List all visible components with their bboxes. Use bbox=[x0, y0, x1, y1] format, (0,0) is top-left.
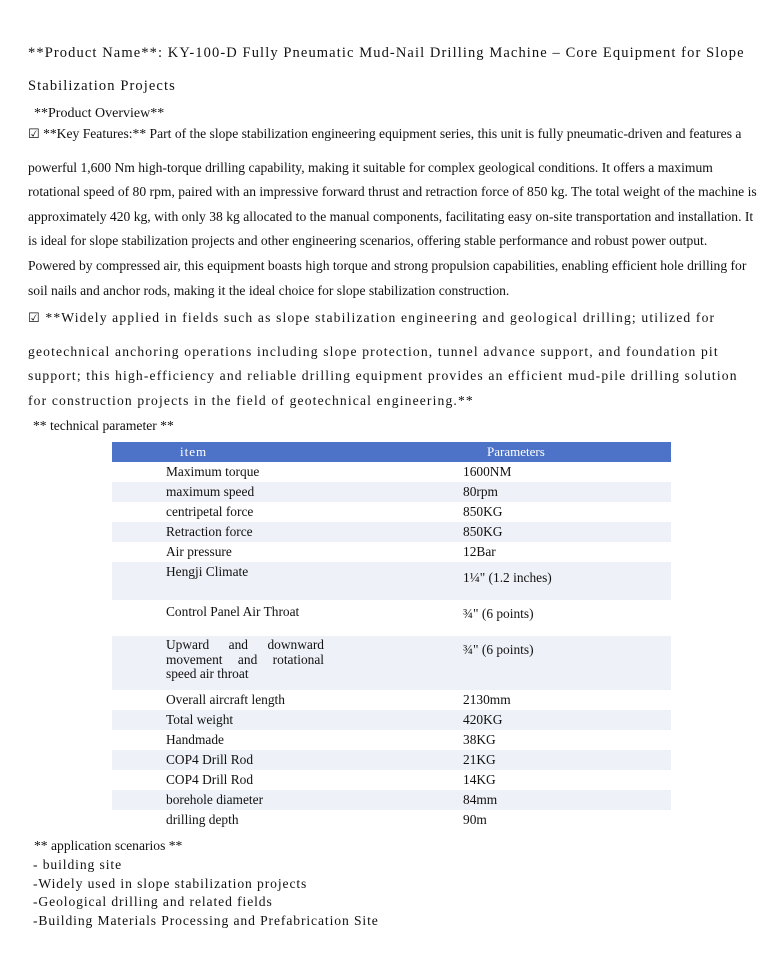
param-name: Maximum torque bbox=[166, 464, 260, 479]
table-row bbox=[112, 502, 671, 522]
overview-heading: **Product Overview** bbox=[34, 106, 165, 121]
param-value: 38KG bbox=[463, 732, 496, 747]
param-name: drilling depth bbox=[166, 812, 239, 827]
param-name: Hengji Climate bbox=[112, 562, 405, 600]
param-value: 80rpm bbox=[405, 482, 671, 502]
param-name bbox=[112, 636, 405, 690]
tech-heading: ** technical parameter ** bbox=[33, 418, 174, 433]
param-value: 850KG bbox=[405, 522, 671, 542]
param-name: COP4 Drill Rod bbox=[166, 772, 254, 787]
table-row bbox=[112, 482, 671, 502]
param-name: Overall aircraft length bbox=[166, 692, 285, 707]
param-value: ¾" (6 points) bbox=[405, 636, 671, 690]
key-features-first-line: **Key Features:** Part of the slope stabilization engineering equipment series, this unit is fully pneumatic-driven and features a bbox=[43, 126, 742, 141]
list-item: -Widely used in slope stabilization projects bbox=[33, 875, 308, 891]
table-row bbox=[112, 750, 671, 770]
table-row bbox=[112, 600, 671, 636]
table-row bbox=[112, 636, 671, 690]
param-value: 2130mm bbox=[463, 692, 511, 707]
table-row bbox=[112, 770, 671, 790]
table-row bbox=[112, 710, 671, 730]
scenarios-heading: ** application scenarios ** bbox=[34, 838, 183, 853]
scenarios-list bbox=[33, 856, 379, 930]
param-value: 90m bbox=[463, 812, 487, 827]
list-item: - building site bbox=[33, 857, 123, 872]
applications-body: geotechnical anchoring operations including slope protection, tunnel advance support, and foundation pit support; this high-efficiency and reliable drilling equipment provides an efficient mud-pile drilling solution for construction projects in the field of geotechnical engineering.** bbox=[28, 343, 738, 408]
key-features-paragraph bbox=[28, 122, 758, 303]
table-row bbox=[112, 542, 671, 562]
param-value: 420KG bbox=[405, 710, 671, 730]
applications-first-line: **Widely applied in fields such as slope stabilization engineering and geological drilling; utilized for bbox=[45, 310, 716, 325]
param-name: Air pressure bbox=[166, 544, 232, 559]
param-value: 84mm bbox=[405, 790, 671, 810]
param-name: COP4 Drill Rod bbox=[112, 750, 405, 770]
param-name: centripetal force bbox=[166, 504, 254, 519]
param-value: 21KG bbox=[405, 750, 671, 770]
param-value: 12Bar bbox=[463, 544, 496, 559]
param-value: 850KG bbox=[463, 504, 503, 519]
checkbox-icon: ☑ bbox=[28, 311, 41, 326]
param-name: Total weight bbox=[112, 710, 405, 730]
table-row bbox=[112, 810, 671, 830]
header-parameters: Parameters bbox=[405, 442, 671, 462]
param-name-text: Upward and downward movement and rotational speed air throat bbox=[166, 637, 324, 681]
product-name-line2: Stabilization Projects bbox=[28, 78, 176, 94]
param-name: Retraction force bbox=[112, 522, 405, 542]
table-row bbox=[112, 522, 671, 542]
product-name-line1: **Product Name**: KY-100-D Fully Pneumatic Mud-Nail Drilling Machine – Core Equipment for Slope bbox=[28, 45, 745, 61]
table-row bbox=[112, 790, 671, 810]
param-value: 1¼" (1.2 inches) bbox=[405, 562, 671, 600]
param-value: 14KG bbox=[463, 772, 496, 787]
param-name: Handmade bbox=[166, 732, 225, 747]
param-value: 1600NM bbox=[463, 464, 512, 479]
param-name: borehole diameter bbox=[112, 790, 405, 810]
table-row bbox=[112, 730, 671, 750]
table-row bbox=[112, 690, 671, 710]
table-row bbox=[112, 562, 671, 600]
table-header-row bbox=[112, 442, 671, 462]
header-item: item bbox=[112, 442, 405, 462]
list-item: -Geological drilling and related fields bbox=[33, 894, 273, 909]
list-item: -Building Materials Processing and Prefabrication Site bbox=[33, 912, 379, 928]
applications-paragraph bbox=[28, 306, 758, 413]
technical-parameter-table bbox=[112, 442, 671, 830]
table-row bbox=[112, 462, 671, 482]
param-value: ¾" (6 points) bbox=[463, 606, 534, 621]
key-features-body: powerful 1,600 Nm high-torque drilling capability, making it suitable for complex geological conditions. It offers a maximum rotational speed of 80 rpm, paired with an impressive forward thrust and retraction force of 850 kg. The total weight of the machine is approximately 420 kg, with only 38 kg allocated to the manual components, facilitating easy on-site transportation and installation. It is ideal for slope stabilization projects and other engineering scenarios, offering stable performance and robust power output. Powered by compressed air, this equipment boasts high torque and strong propulsion capabilities, enabling efficient hole drilling for soil nails and anchor rods, making it the ideal choice for slope stabilization construction. bbox=[28, 159, 757, 298]
checkbox-icon: ☑ bbox=[28, 127, 40, 142]
param-name: maximum speed bbox=[112, 482, 405, 502]
param-name: Control Panel Air Throat bbox=[166, 604, 300, 619]
